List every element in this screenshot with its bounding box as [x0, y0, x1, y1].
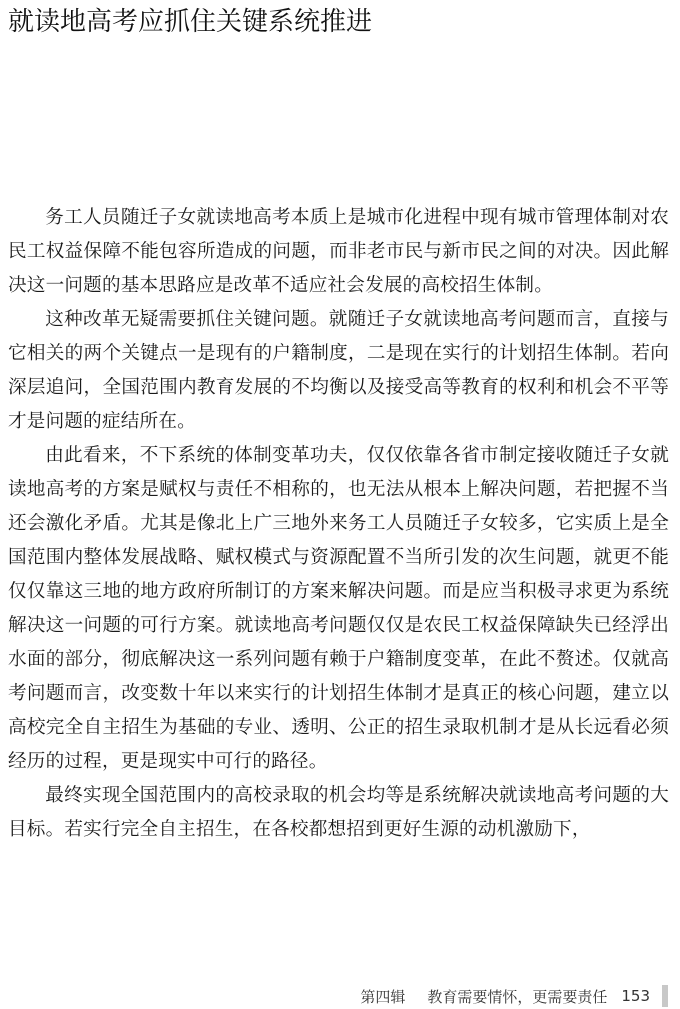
footer-section-title: 教育需要情怀，更需要责任: [427, 987, 608, 1006]
page-number: 153: [621, 987, 650, 1005]
paragraph-1: 务工人员随迁子女就读地高考本质上是城市化进程中现有城市管理体制对农民工权益保障不能包容所造成的问题，而非老市民与新市民之间的对决。因此解决这一问题的基本思路应是改革不适应社会发展的高校招生体制。: [8, 207, 669, 296]
paragraph-2: 这种改革无疑需要抓住关键问题。就随迁子女就读地高考问题而言，直接与它相关的两个关键点一是现有的户籍制度，二是现在实行的计划招生体制。若向深层追问，全国范围内教育发展的不均衡以及接受高等教育的权利和机会不平等才是问题的症结所在。: [8, 309, 669, 432]
footer-edge-bar: [662, 985, 668, 1007]
paragraph-3: 由此看来，不下系统的体制变革功夫，仅仅依靠各省市制定接收随迁子女就读地高考的方案是赋权与责任不相称的，也无法从根本上解决问题，若把握不当还会激化矛盾。尤其是像北上广三地外来务工人员随迁子女较多，它实质上是全国范围内整体发展战略、赋权模式与资源配置不当所引发的次生问题，就更不能仅仅靠这三地的地方政府所制订的方案来解决问题。而是应当积极寻求更为系统解决这一问题的可行方案。就读地高考问题仅仅是农民工权益保障缺失已经浮出水面的部分，彻底解决这一系列问题有赖于户籍制度变革，在此不赘述。仅就高考问题而言，改变数十年以来实行的计划招生体制才是真正的核心问题，建立以高校完全自主招生为基础的专业、透明、公正的招生录取机制才是从长远看必须经历的过程，更是现实中可行的路径。: [8, 445, 669, 772]
footer-chapter: 第四辑: [360, 987, 406, 1006]
body-text: [8, 201, 669, 847]
paragraph-4: 最终实现全国范围内的高校录取的机会均等是系统解决就读地高考问题的大目标。若实行完全自主招生，在各校都想招到更好生源的动机激励下，: [8, 785, 669, 840]
page-footer: [360, 984, 668, 1008]
page-title: 就读地高考应抓住关键系统推进: [8, 7, 373, 37]
